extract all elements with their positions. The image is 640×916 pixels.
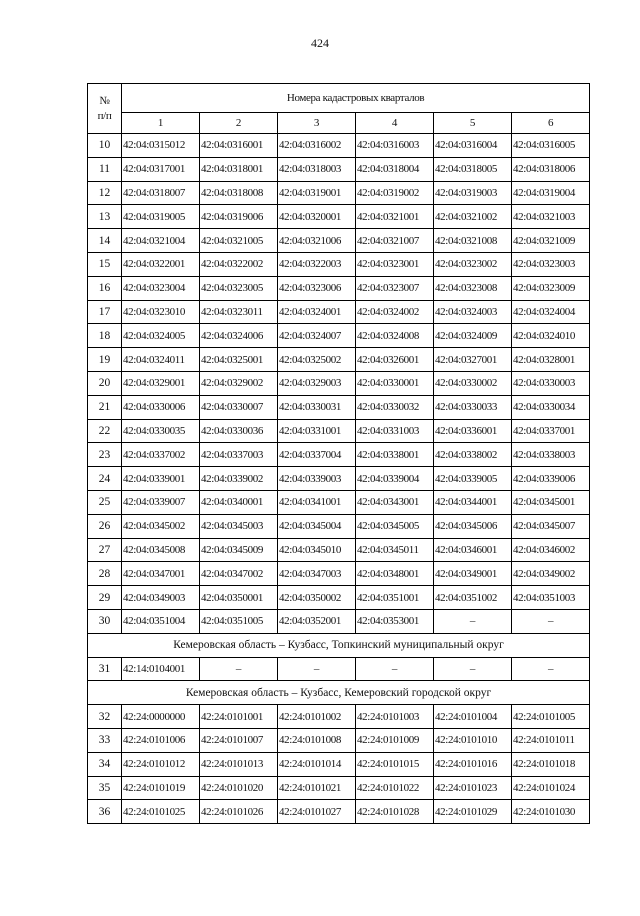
cadastral-number-cell: 42:04:0351003 <box>512 586 590 610</box>
table-row <box>88 657 590 681</box>
cadastral-number-cell: 42:04:0319004 <box>512 181 590 205</box>
cadastral-number-cell: 42:24:0101010 <box>434 728 512 752</box>
cadastral-number-cell: 42:04:0321005 <box>200 229 278 253</box>
cadastral-number-cell: 42:04:0319002 <box>356 181 434 205</box>
column-number: 1 <box>122 113 200 134</box>
empty-cell-dash: – <box>200 657 278 681</box>
cadastral-number-cell: 42:24:0101013 <box>200 752 278 776</box>
cadastral-number-cell: 42:04:0345002 <box>122 514 200 538</box>
empty-cell-dash: – <box>356 657 434 681</box>
header-row <box>88 84 590 113</box>
cadastral-number-cell: 42:04:0321006 <box>278 229 356 253</box>
cadastral-number-cell: 42:04:0323001 <box>356 252 434 276</box>
table-row <box>88 134 590 158</box>
cadastral-number-cell: 42:04:0324006 <box>200 324 278 348</box>
cadastral-number-cell: 42:04:0328001 <box>512 348 590 372</box>
cadastral-number-cell: 42:24:0101024 <box>512 776 590 800</box>
cadastral-number-cell: 42:04:0349001 <box>434 562 512 586</box>
cadastral-number-cell: 42:04:0330036 <box>200 419 278 443</box>
cadastral-number-cell: 42:24:0101011 <box>512 728 590 752</box>
table-row <box>88 181 590 205</box>
cadastral-number-cell: 42:04:0326001 <box>356 348 434 372</box>
cadastral-number-cell: 42:04:0345011 <box>356 538 434 562</box>
column-number: 5 <box>434 113 512 134</box>
cadastral-number-cell: 42:24:0101025 <box>122 800 200 824</box>
cadastral-number-cell: 42:04:0324002 <box>356 300 434 324</box>
cadastral-number-cell: 42:04:0323007 <box>356 276 434 300</box>
cadastral-number-cell: 42:24:0101015 <box>356 752 434 776</box>
cadastral-number-cell: 42:04:0339002 <box>200 467 278 491</box>
table-row <box>88 538 590 562</box>
cadastral-number-cell: 42:04:0337002 <box>122 443 200 467</box>
cadastral-number-cell: 42:04:0324001 <box>278 300 356 324</box>
cadastral-number-cell: 42:24:0101002 <box>278 705 356 729</box>
cadastral-number-cell: 42:04:0347002 <box>200 562 278 586</box>
cadastral-number-cell: 42:04:0330031 <box>278 395 356 419</box>
row-number: 30 <box>88 609 122 633</box>
cadastral-number-cell: 42:14:0104001 <box>122 657 200 681</box>
cadastral-number-cell: 42:04:0329002 <box>200 371 278 395</box>
row-number-header-line2: п/п <box>97 109 112 122</box>
cadastral-number-cell: 42:04:0351004 <box>122 609 200 633</box>
group-header-title: Номера кадастровых кварталов <box>122 84 590 113</box>
cadastral-number-cell: 42:04:0329001 <box>122 371 200 395</box>
table-row <box>88 467 590 491</box>
cadastral-number-cell: 42:04:0315012 <box>122 134 200 158</box>
cadastral-number-cell: 42:04:0343001 <box>356 490 434 514</box>
cadastral-number-cell: 42:04:0323008 <box>434 276 512 300</box>
cadastral-number-cell: 42:24:0101006 <box>122 728 200 752</box>
cadastral-number-cell: 42:04:0341001 <box>278 490 356 514</box>
cadastral-number-cell: 42:04:0319001 <box>278 181 356 205</box>
cadastral-number-cell: 42:24:0000000 <box>122 705 200 729</box>
cadastral-number-cell: 42:04:0330033 <box>434 395 512 419</box>
cadastral-number-cell: 42:04:0324009 <box>434 324 512 348</box>
cadastral-number-cell: 42:04:0340001 <box>200 490 278 514</box>
table-row <box>88 276 590 300</box>
cadastral-number-cell: 42:04:0317001 <box>122 157 200 181</box>
cadastral-number-cell: 42:04:0345003 <box>200 514 278 538</box>
cadastral-number-cell: 42:04:0331001 <box>278 419 356 443</box>
cadastral-number-cell: 42:04:0345004 <box>278 514 356 538</box>
row-number: 14 <box>88 229 122 253</box>
cadastral-number-cell: 42:04:0321004 <box>122 229 200 253</box>
cadastral-number-cell: 42:04:0329003 <box>278 371 356 395</box>
cadastral-number-cell: 42:24:0101001 <box>200 705 278 729</box>
cadastral-number-cell: 42:24:0101028 <box>356 800 434 824</box>
cadastral-number-cell: 42:04:0339006 <box>512 467 590 491</box>
empty-cell-dash: – <box>512 609 590 633</box>
cadastral-number-cell: 42:04:0318006 <box>512 157 590 181</box>
cadastral-number-cell: 42:04:0321009 <box>512 229 590 253</box>
cadastral-number-cell: 42:04:0338003 <box>512 443 590 467</box>
cadastral-number-cell: 42:04:0323004 <box>122 276 200 300</box>
cadastral-number-cell: 42:04:0323003 <box>512 252 590 276</box>
cadastral-number-cell: 42:04:0337001 <box>512 419 590 443</box>
row-number: 36 <box>88 800 122 824</box>
section-heading: Кемеровская область – Кузбасс, Кемеровский городской округ <box>88 681 590 705</box>
cadastral-number-cell: 42:04:0339005 <box>434 467 512 491</box>
cadastral-number-cell: 42:04:0316002 <box>278 134 356 158</box>
table-row <box>88 252 590 276</box>
cadastral-number-cell: 42:04:0316001 <box>200 134 278 158</box>
empty-cell-dash: – <box>512 657 590 681</box>
table-row <box>88 800 590 824</box>
cadastral-number-cell: 42:04:0349002 <box>512 562 590 586</box>
row-number: 19 <box>88 348 122 372</box>
cadastral-number-cell: 42:04:0321001 <box>356 205 434 229</box>
cadastral-number-cell: 42:24:0101022 <box>356 776 434 800</box>
cadastral-number-cell: 42:04:0318004 <box>356 157 434 181</box>
cadastral-number-cell: 42:24:0101030 <box>512 800 590 824</box>
row-number: 24 <box>88 467 122 491</box>
cadastral-number-cell: 42:24:0101005 <box>512 705 590 729</box>
cadastral-number-cell: 42:04:0345008 <box>122 538 200 562</box>
row-number-header-line1: № <box>99 94 110 107</box>
cadastral-number-cell: 42:04:0344001 <box>434 490 512 514</box>
cadastral-number-cell: 42:04:0351002 <box>434 586 512 610</box>
table-row <box>88 419 590 443</box>
cadastral-number-cell: 42:04:0321002 <box>434 205 512 229</box>
table-row <box>88 300 590 324</box>
cadastral-number-cell: 42:04:0316004 <box>434 134 512 158</box>
cadastral-number-cell: 42:04:0350001 <box>200 586 278 610</box>
table-row <box>88 490 590 514</box>
table-row <box>88 609 590 633</box>
table-row <box>88 586 590 610</box>
table-body <box>88 134 590 824</box>
cadastral-number-cell: 42:04:0316005 <box>512 134 590 158</box>
cadastral-number-cell: 42:04:0339004 <box>356 467 434 491</box>
cadastral-number-cell: 42:04:0323005 <box>200 276 278 300</box>
cadastral-number-cell: 42:04:0321003 <box>512 205 590 229</box>
cadastral-number-cell: 42:24:0101026 <box>200 800 278 824</box>
cadastral-number-cell: 42:24:0101019 <box>122 776 200 800</box>
cadastral-number-cell: 42:24:0101004 <box>434 705 512 729</box>
row-number: 28 <box>88 562 122 586</box>
cadastral-number-cell: 42:04:0337003 <box>200 443 278 467</box>
cadastral-number-cell: 42:04:0323006 <box>278 276 356 300</box>
cadastral-number-cell: 42:24:0101012 <box>122 752 200 776</box>
cadastral-number-cell: 42:04:0325001 <box>200 348 278 372</box>
row-number: 16 <box>88 276 122 300</box>
cadastral-number-cell: 42:04:0324007 <box>278 324 356 348</box>
cadastral-number-cell: 42:04:0345005 <box>356 514 434 538</box>
table-row <box>88 562 590 586</box>
empty-cell-dash: – <box>434 657 512 681</box>
section-heading-row <box>88 681 590 705</box>
cadastral-number-cell: 42:04:0350002 <box>278 586 356 610</box>
table-row <box>88 324 590 348</box>
cadastral-number-cell: 42:04:0318005 <box>434 157 512 181</box>
cadastral-number-cell: 42:04:0347003 <box>278 562 356 586</box>
row-number: 13 <box>88 205 122 229</box>
row-number: 26 <box>88 514 122 538</box>
cadastral-number-cell: 42:04:0324008 <box>356 324 434 348</box>
cadastral-number-cell: 42:04:0318001 <box>200 157 278 181</box>
row-number: 31 <box>88 657 122 681</box>
cadastral-number-cell: 42:04:0345007 <box>512 514 590 538</box>
table-row <box>88 776 590 800</box>
cadastral-number-cell: 42:24:0101014 <box>278 752 356 776</box>
table-row <box>88 157 590 181</box>
cadastral-number-cell: 42:04:0349003 <box>122 586 200 610</box>
cadastral-number-cell: 42:04:0345006 <box>434 514 512 538</box>
cadastral-number-cell: 42:04:0319005 <box>122 205 200 229</box>
cadastral-number-cell: 42:04:0316003 <box>356 134 434 158</box>
row-number: 25 <box>88 490 122 514</box>
table-header <box>88 84 590 134</box>
cadastral-number-cell: 42:04:0351005 <box>200 609 278 633</box>
page-number: 424 <box>311 36 329 50</box>
cadastral-number-cell: 42:24:0101027 <box>278 800 356 824</box>
row-number: 12 <box>88 181 122 205</box>
empty-cell-dash: – <box>278 657 356 681</box>
row-number: 32 <box>88 705 122 729</box>
cadastral-number-cell: 42:04:0319003 <box>434 181 512 205</box>
cadastral-number-cell: 42:04:0339003 <box>278 467 356 491</box>
row-number: 35 <box>88 776 122 800</box>
cadastral-number-cell: 42:04:0338002 <box>434 443 512 467</box>
cadastral-number-cell: 42:04:0336001 <box>434 419 512 443</box>
cadastral-number-cell: 42:04:0337004 <box>278 443 356 467</box>
cadastral-number-cell: 42:04:0324010 <box>512 324 590 348</box>
cadastral-number-cell: 42:04:0346001 <box>434 538 512 562</box>
cadastral-number-cell: 42:04:0318008 <box>200 181 278 205</box>
cadastral-quarters-table <box>87 83 590 824</box>
cadastral-number-cell: 42:04:0318003 <box>278 157 356 181</box>
cadastral-number-cell: 42:04:0348001 <box>356 562 434 586</box>
cadastral-number-cell: 42:24:0101029 <box>434 800 512 824</box>
cadastral-number-cell: 42:24:0101023 <box>434 776 512 800</box>
cadastral-number-cell: 42:04:0346002 <box>512 538 590 562</box>
cadastral-number-cell: 42:04:0321007 <box>356 229 434 253</box>
table-row <box>88 395 590 419</box>
cadastral-number-cell: 42:24:0101021 <box>278 776 356 800</box>
cadastral-number-cell: 42:24:0101007 <box>200 728 278 752</box>
cadastral-number-cell: 42:04:0338001 <box>356 443 434 467</box>
table-row <box>88 205 590 229</box>
table-row <box>88 348 590 372</box>
row-number: 10 <box>88 134 122 158</box>
row-number: 18 <box>88 324 122 348</box>
cadastral-number-cell: 42:04:0345010 <box>278 538 356 562</box>
table-row <box>88 705 590 729</box>
section-heading: Кемеровская область – Кузбасс, Топкинский муниципальный округ <box>88 633 590 657</box>
column-number: 2 <box>200 113 278 134</box>
cadastral-number-cell: 42:04:0324011 <box>122 348 200 372</box>
row-number: 21 <box>88 395 122 419</box>
row-number: 15 <box>88 252 122 276</box>
cadastral-number-cell: 42:04:0331003 <box>356 419 434 443</box>
section-heading-row <box>88 633 590 657</box>
cadastral-number-cell: 42:04:0324003 <box>434 300 512 324</box>
cadastral-number-cell: 42:04:0330006 <box>122 395 200 419</box>
row-number: 33 <box>88 728 122 752</box>
cadastral-number-cell: 42:04:0327001 <box>434 348 512 372</box>
cadastral-number-cell: 42:24:0101016 <box>434 752 512 776</box>
cadastral-number-cell: 42:04:0345009 <box>200 538 278 562</box>
cadastral-number-cell: 42:04:0351001 <box>356 586 434 610</box>
cadastral-number-cell: 42:04:0330034 <box>512 395 590 419</box>
row-number: 22 <box>88 419 122 443</box>
cadastral-number-cell: 42:04:0330001 <box>356 371 434 395</box>
cadastral-number-cell: 42:04:0323010 <box>122 300 200 324</box>
cadastral-number-cell: 42:04:0339007 <box>122 490 200 514</box>
table-row <box>88 752 590 776</box>
table-row <box>88 371 590 395</box>
table-row <box>88 229 590 253</box>
row-number: 27 <box>88 538 122 562</box>
cadastral-number-cell: 42:04:0347001 <box>122 562 200 586</box>
cadastral-number-cell: 42:24:0101003 <box>356 705 434 729</box>
table-row <box>88 728 590 752</box>
cadastral-number-cell: 42:04:0330002 <box>434 371 512 395</box>
cadastral-number-cell: 42:04:0324005 <box>122 324 200 348</box>
cadastral-number-cell: 42:04:0319006 <box>200 205 278 229</box>
cadastral-number-cell: 42:04:0324004 <box>512 300 590 324</box>
cadastral-number-cell: 42:04:0339001 <box>122 467 200 491</box>
cadastral-number-cell: 42:04:0322003 <box>278 252 356 276</box>
cadastral-number-cell: 42:24:0101020 <box>200 776 278 800</box>
column-number: 6 <box>512 113 590 134</box>
row-number-header <box>88 84 122 134</box>
cadastral-number-cell: 42:04:0330032 <box>356 395 434 419</box>
cadastral-number-cell: 42:24:0101018 <box>512 752 590 776</box>
cadastral-number-cell: 42:04:0323009 <box>512 276 590 300</box>
cadastral-number-cell: 42:04:0325002 <box>278 348 356 372</box>
row-number: 23 <box>88 443 122 467</box>
row-number: 20 <box>88 371 122 395</box>
row-number: 34 <box>88 752 122 776</box>
cadastral-number-cell: 42:04:0322001 <box>122 252 200 276</box>
cadastral-number-cell: 42:04:0323011 <box>200 300 278 324</box>
column-number-row <box>88 113 590 134</box>
table-row <box>88 514 590 538</box>
cadastral-number-cell: 42:04:0345001 <box>512 490 590 514</box>
cadastral-number-cell: 42:24:0101008 <box>278 728 356 752</box>
cadastral-number-cell: 42:04:0330003 <box>512 371 590 395</box>
row-number: 11 <box>88 157 122 181</box>
column-number: 3 <box>278 113 356 134</box>
row-number: 29 <box>88 586 122 610</box>
table-row <box>88 443 590 467</box>
cadastral-number-cell: 42:04:0322002 <box>200 252 278 276</box>
cadastral-number-cell: 42:04:0318007 <box>122 181 200 205</box>
row-number: 17 <box>88 300 122 324</box>
column-number: 4 <box>356 113 434 134</box>
cadastral-number-cell: 42:04:0352001 <box>278 609 356 633</box>
cadastral-number-cell: 42:04:0353001 <box>356 609 434 633</box>
cadastral-number-cell: 42:04:0323002 <box>434 252 512 276</box>
cadastral-number-cell: 42:04:0320001 <box>278 205 356 229</box>
cadastral-number-cell: 42:04:0321008 <box>434 229 512 253</box>
cadastral-number-cell: 42:24:0101009 <box>356 728 434 752</box>
empty-cell-dash: – <box>434 609 512 633</box>
cadastral-number-cell: 42:04:0330035 <box>122 419 200 443</box>
cadastral-number-cell: 42:04:0330007 <box>200 395 278 419</box>
